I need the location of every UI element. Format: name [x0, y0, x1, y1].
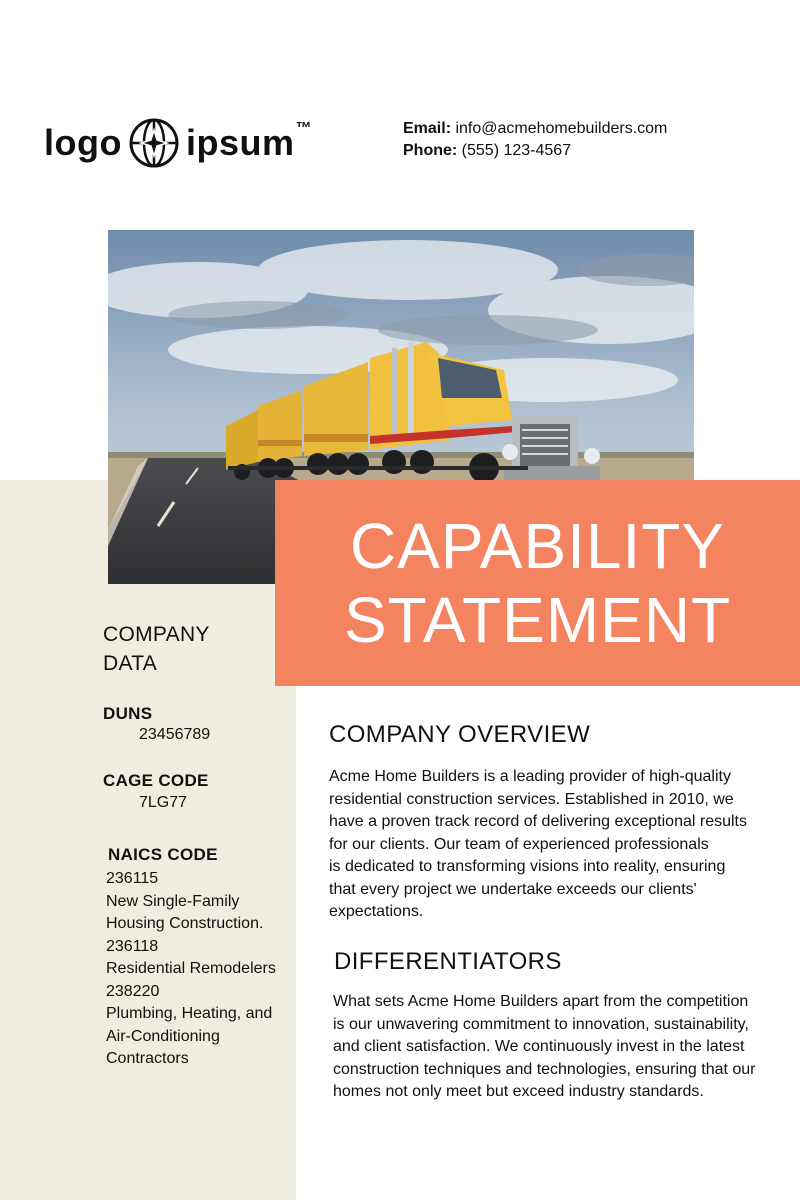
- naics-line: Residential Remodelers: [106, 960, 276, 977]
- duns-value: 23456789: [139, 726, 211, 743]
- naics-line: 238220: [106, 982, 160, 1000]
- naics-code-list: [106, 868, 276, 1071]
- email-address[interactable]: info@acmehomebuilders.com: [455, 120, 668, 137]
- logo-trademark: ™: [295, 120, 312, 137]
- overview-line: have a proven track record of delivering exceptional results: [329, 813, 747, 830]
- company-overview-text: [329, 766, 789, 924]
- differentiators-line: is our unwavering commitment to innovation, sustainability,: [333, 1015, 749, 1033]
- sidebar-background: [0, 480, 296, 1200]
- logo-word-left: logo: [44, 122, 122, 163]
- overview-line: expectations.: [329, 903, 424, 920]
- differentiators-line: and client satisfaction. We continuously invest in the latest: [333, 1038, 745, 1055]
- differentiators-heading: DIFFERENTIATORS: [334, 948, 562, 975]
- naics-line: Housing Construction.: [106, 915, 264, 932]
- phone-line: [403, 140, 667, 162]
- contact-block: [403, 118, 667, 162]
- overview-line: Acme Home Builders is a leading provider of high-quality: [329, 768, 731, 785]
- company-overview-heading: COMPANY OVERVIEW: [329, 721, 591, 748]
- overview-line: for our clients. Our team of experienced professionals: [329, 835, 709, 853]
- company-logo: [44, 118, 312, 168]
- naics-line: Air-Conditioning: [106, 1027, 220, 1045]
- duns-label: DUNS: [103, 704, 153, 723]
- globe-star-icon: [128, 117, 180, 169]
- title-banner: [275, 480, 800, 686]
- differentiators-text: [333, 991, 793, 1104]
- email-label: Email:: [403, 120, 452, 137]
- overview-line: is dedicated to transforming visions into reality, ensuring: [329, 858, 726, 875]
- naics-line: 236115: [106, 870, 159, 887]
- differentiators-line: What sets Acme Home Builders apart from the competition: [333, 993, 749, 1010]
- overview-line: that every project we undertake exceeds our clients': [329, 880, 697, 898]
- company-data-heading-line-2: DATA: [103, 652, 158, 675]
- naics-line: New Single-Family: [106, 892, 240, 910]
- company-data-heading-line-1: COMPANY: [103, 623, 210, 646]
- title-line-1: CAPABILITY: [349, 510, 726, 582]
- naics-line: Plumbing, Heating, and: [106, 1005, 273, 1022]
- title-line-2: STATEMENT: [343, 584, 732, 656]
- overview-line: residential construction services. Established in 2010, we: [329, 790, 734, 808]
- company-data-heading: [103, 620, 210, 678]
- email-line: [403, 118, 667, 140]
- phone-number[interactable]: (555) 123-4567: [461, 142, 572, 159]
- logo-word-right: ipsum: [185, 122, 295, 163]
- naics-line: 236118: [106, 937, 159, 955]
- differentiators-line: homes not only meet but exceed industry standards.: [333, 1083, 704, 1100]
- naics-line: Contractors: [106, 1050, 189, 1067]
- phone-label: Phone:: [403, 142, 458, 159]
- naics-code-label: NAICS CODE: [108, 845, 218, 864]
- cage-code-label: CAGE CODE: [103, 771, 209, 790]
- cage-code-value: 7LG77: [139, 794, 188, 811]
- differentiators-line: construction techniques and technologies, ensuring that our: [333, 1060, 756, 1078]
